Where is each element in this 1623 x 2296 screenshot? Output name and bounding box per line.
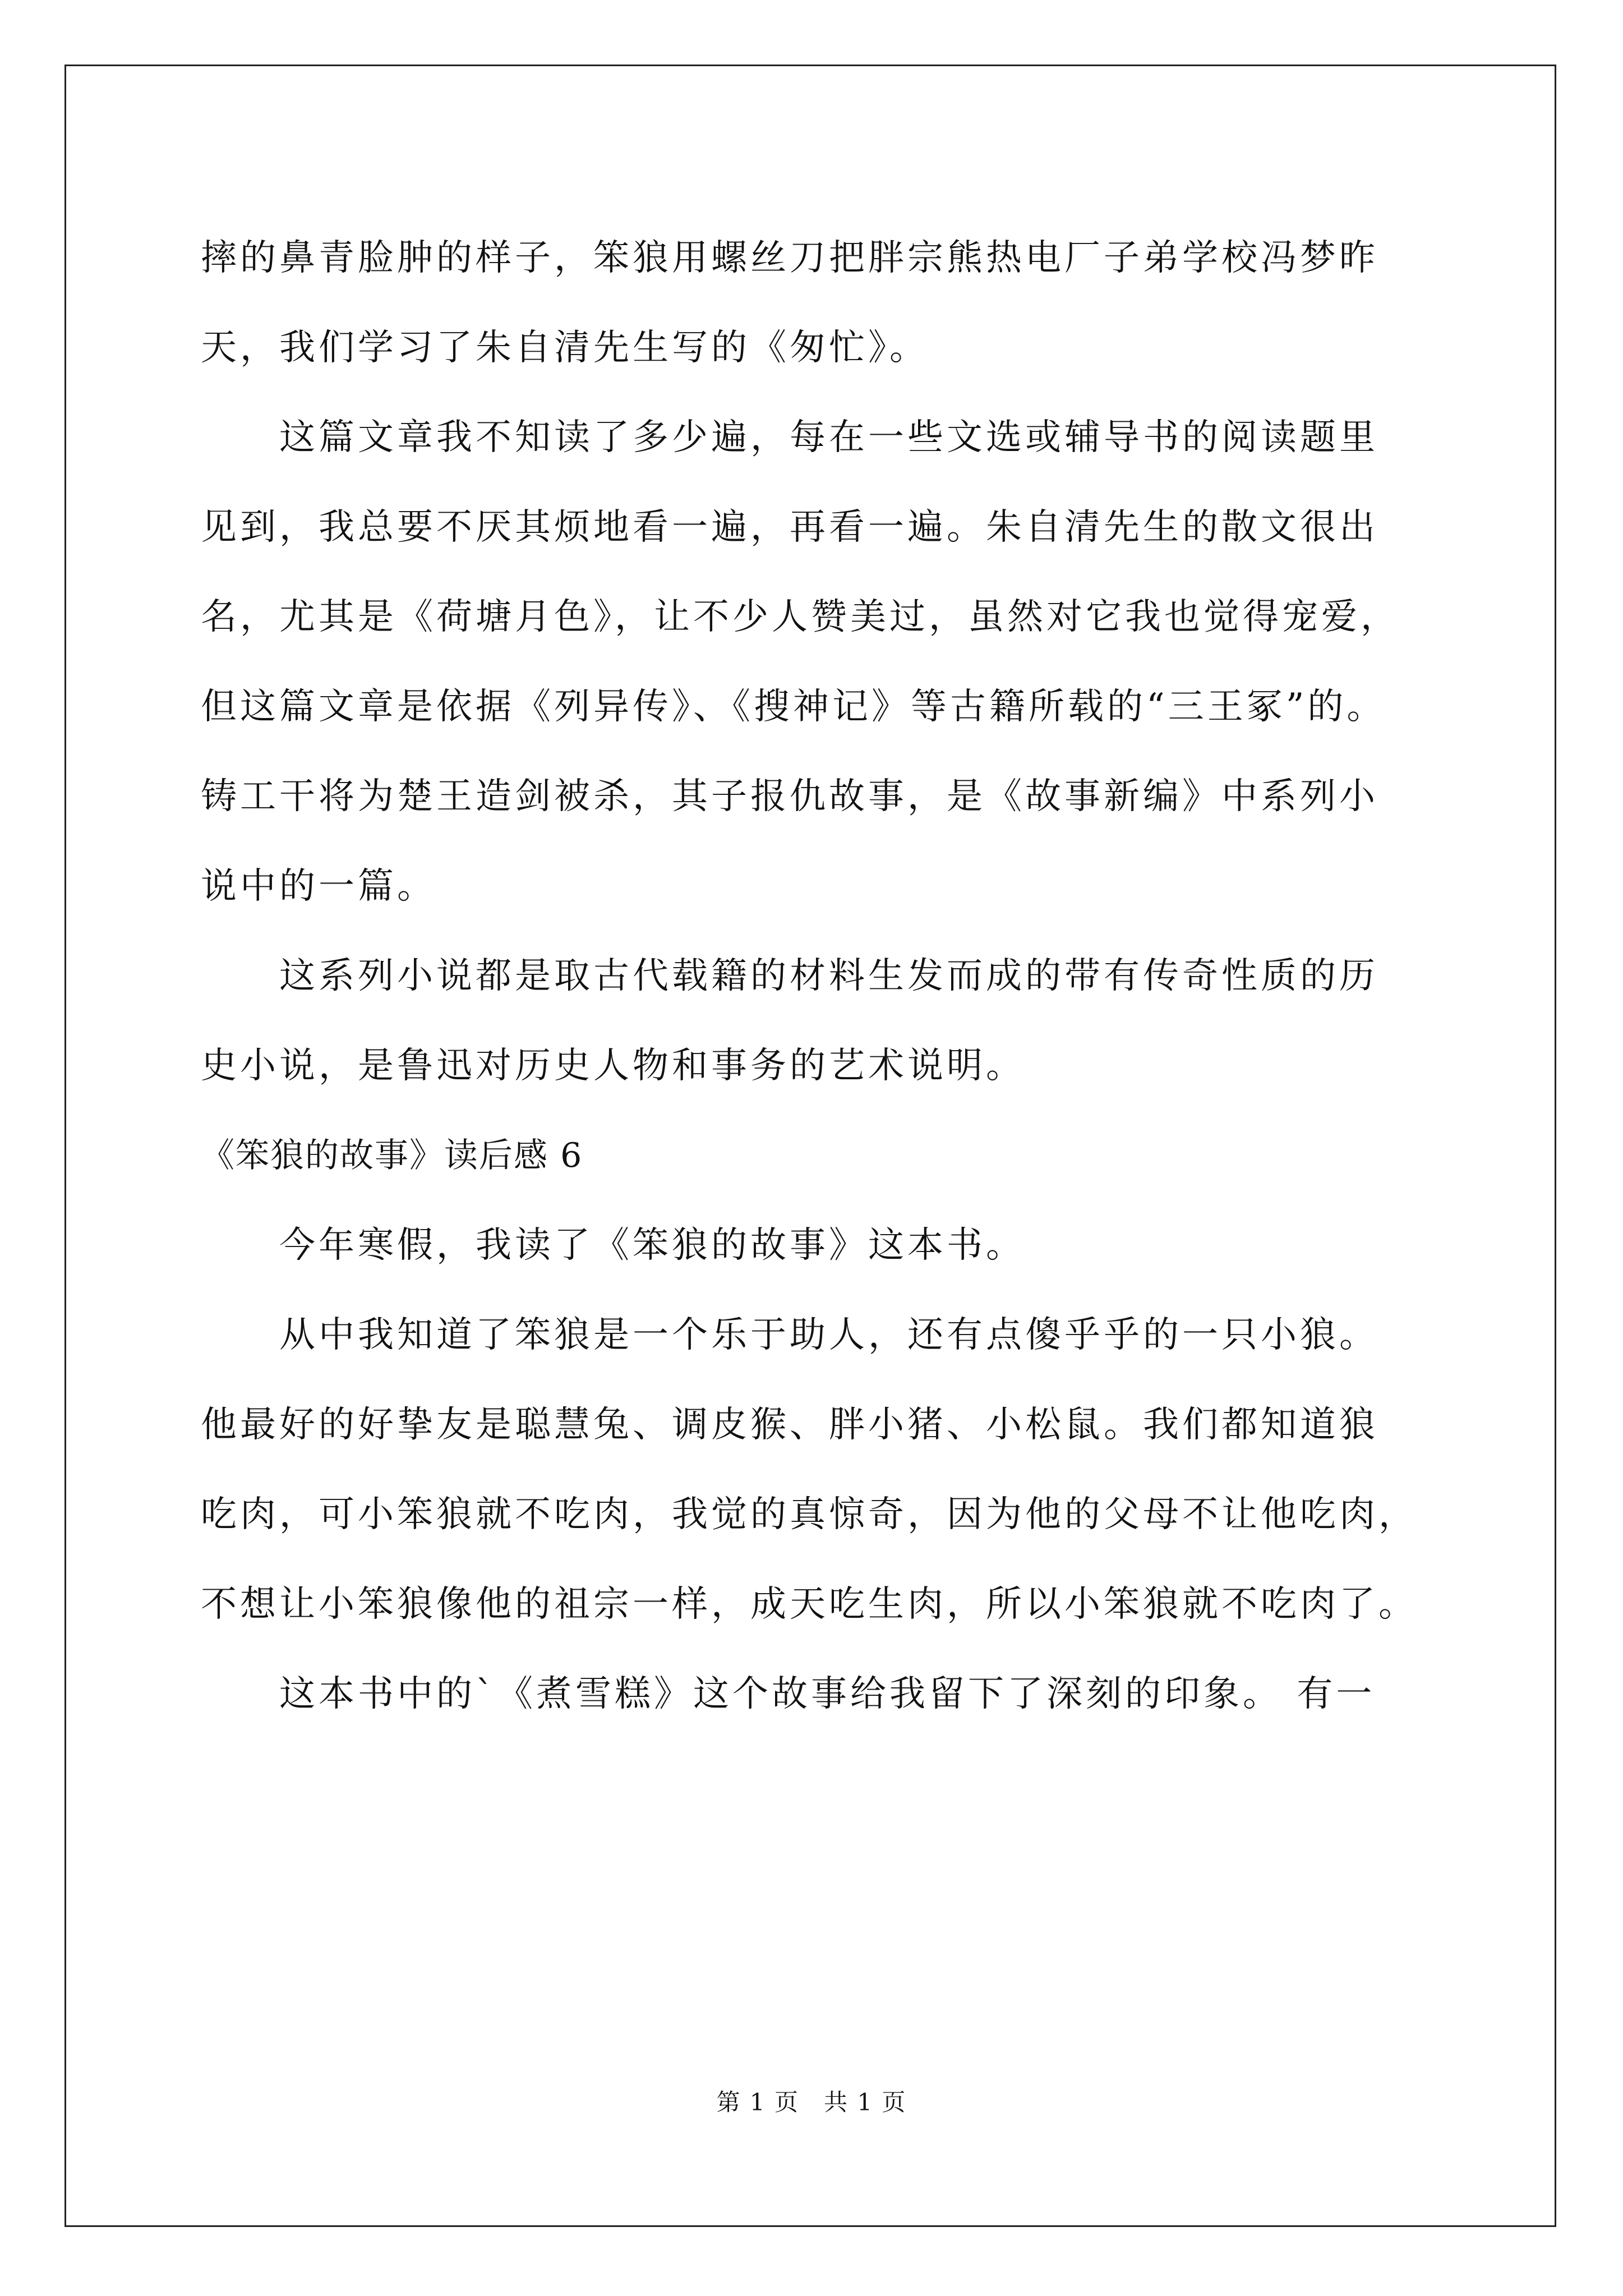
paragraph-line: 铸工干将为楚王造剑被杀，其子报仇故事，是《故事新编》中系列小: [201, 776, 1378, 817]
section-heading: 《笨狼的故事》读后感 6: [201, 1136, 583, 1175]
paragraph-line: 史小说，是鲁迅对历史人物和事务的艺术说明。: [201, 1045, 1025, 1087]
paragraph-line: 从中我知道了笨狼是一个乐于助人，还有点傻乎乎的一只小狼。: [279, 1314, 1378, 1356]
paragraph-line: 吃肉，可小笨狼就不吃肉，我觉的真惊奇，因为他的父母不让他吃肉，: [201, 1494, 1418, 1535]
paragraph-line: 这篇文章我不知读了多少遍，每在一些文选或辅导书的阅读题里: [279, 417, 1378, 458]
paragraph-line: 今年寒假，我读了《笨狼的故事》这本书。: [279, 1225, 1025, 1266]
paragraph-line: 天，我们学习了朱自清先生写的《匆忙》。: [201, 327, 929, 369]
paragraph-line: 但这篇文章是依据《列异传》、《搜神记》等古籍所载的“三王冢”的。: [201, 686, 1386, 728]
paragraph-line: 见到，我总要不厌其烦地看一遍，再看一遍。朱自清先生的散文很出: [201, 507, 1378, 548]
paragraph-line: 这系列小说都是取古代载籍的材料生发而成的带有传奇性质的历: [279, 955, 1378, 997]
page-footer: 第 1 页 共 1 页: [716, 2088, 907, 2116]
paragraph-line: 这本书中的`《煮雪糕》这个故事给我留下了深刻的印象。 有一: [279, 1673, 1376, 1715]
paragraph-line: 摔的鼻青脸肿的样子，笨狼用螺丝刀把胖宗熊热电厂子弟学校冯梦昨: [201, 237, 1378, 279]
document-body: [201, 213, 1435, 1739]
paragraph-line: 名，尤其是《荷塘月色》，让不少人赞美过，虽然对它我也觉得宠爱，: [201, 596, 1400, 638]
paragraph-line: 他最好的好挚友是聪慧兔、调皮猴、胖小猪、小松鼠。我们都知道狼: [201, 1404, 1378, 1446]
paragraph-line: 不想让小笨狼像他的祖宗一样，成天吃生肉，所以小笨狼就不吃肉了。: [201, 1584, 1418, 1625]
paragraph-line: 说中的一篇。: [201, 866, 436, 907]
